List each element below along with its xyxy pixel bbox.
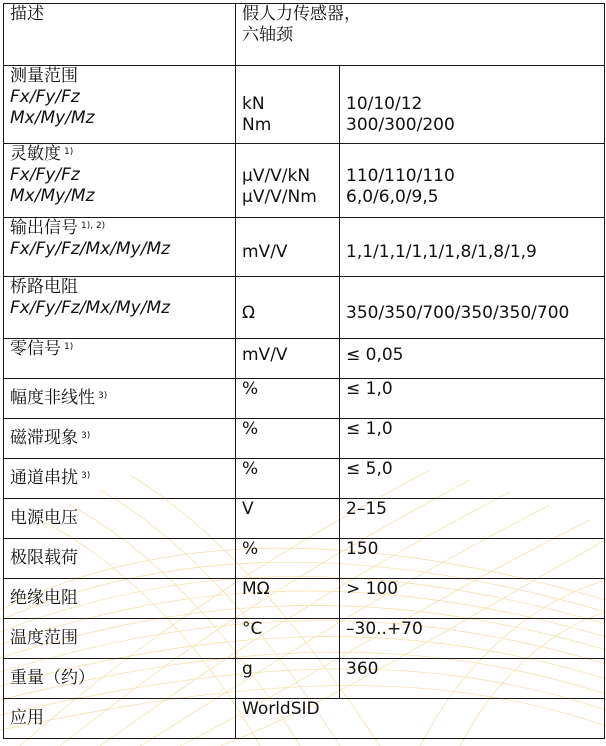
value-text: 350/350/700/350/350/700 bbox=[346, 303, 570, 323]
unit-cell: % bbox=[236, 379, 340, 419]
value-cell bbox=[340, 144, 605, 218]
value-cell: –30..+70 bbox=[340, 619, 605, 659]
value-cell: ≤ 0,05 bbox=[340, 339, 605, 379]
table-row bbox=[4, 144, 605, 218]
footnote-ref: 1) bbox=[64, 147, 74, 157]
param-sub: Fx/Fy/Fz/Mx/My/Mz bbox=[10, 298, 171, 318]
value-cell: ≤ 1,0 bbox=[340, 419, 605, 459]
unit-cell: °C bbox=[236, 619, 340, 659]
value-cell: ≤ 5,0 bbox=[340, 459, 605, 499]
header-row bbox=[4, 4, 605, 66]
unit-cell: V bbox=[236, 499, 340, 539]
param-cell bbox=[4, 66, 236, 144]
value-cell: 2–15 bbox=[340, 499, 605, 539]
value-cell bbox=[340, 218, 605, 277]
unit-cell bbox=[236, 144, 340, 218]
application-cell: WorldSID bbox=[236, 699, 605, 739]
param-sub: Mx/My/Mz bbox=[10, 186, 95, 206]
table-row bbox=[4, 66, 605, 144]
value-cell bbox=[340, 66, 605, 144]
unit-text: Ω bbox=[242, 303, 255, 323]
table-row bbox=[4, 339, 605, 379]
value-cell: ≤ 1,0 bbox=[340, 379, 605, 419]
param-cell bbox=[4, 379, 236, 419]
unit-cell: g bbox=[236, 659, 340, 699]
footnote-ref: 3) bbox=[81, 471, 91, 481]
footnote-ref: 3) bbox=[81, 431, 91, 441]
param-name: 电源电压 bbox=[4, 499, 236, 539]
param-cell bbox=[4, 144, 236, 218]
table-row bbox=[4, 277, 605, 339]
param-name: 测量范围 bbox=[10, 66, 78, 86]
param-name: 重量（约） bbox=[4, 659, 236, 699]
unit-cell: MΩ bbox=[236, 579, 340, 619]
table-row bbox=[4, 218, 605, 277]
unit-text: kN bbox=[242, 94, 265, 114]
table-row bbox=[4, 619, 605, 659]
footnote-ref: 3) bbox=[98, 391, 108, 401]
param-name: 零信号 bbox=[10, 339, 61, 359]
unit-cell bbox=[236, 277, 340, 339]
table-row bbox=[4, 499, 605, 539]
footnote-ref: 1), 2) bbox=[81, 221, 106, 231]
param-sub: Mx/My/Mz bbox=[10, 108, 95, 128]
param-sub: Fx/Fy/Fz bbox=[10, 87, 80, 107]
table-row bbox=[4, 659, 605, 699]
header-label: 描述 bbox=[4, 4, 236, 66]
value-text: 10/10/12 bbox=[346, 94, 423, 114]
unit-text: µV/V/kN bbox=[242, 166, 311, 186]
table-row bbox=[4, 579, 605, 619]
param-sub: Fx/Fy/Fz bbox=[10, 165, 80, 185]
param-name: 绝缘电阻 bbox=[4, 579, 236, 619]
param-sub: Fx/Fy/Fz/Mx/My/Mz bbox=[10, 239, 171, 259]
unit-text: Nm bbox=[242, 115, 272, 135]
table-row bbox=[4, 419, 605, 459]
unit-cell bbox=[236, 218, 340, 277]
table-row bbox=[4, 539, 605, 579]
table-row bbox=[4, 459, 605, 499]
value-text: 300/300/200 bbox=[346, 115, 455, 135]
param-cell bbox=[4, 339, 236, 379]
spec-table bbox=[3, 3, 605, 739]
unit-cell bbox=[236, 66, 340, 144]
param-name: 应用 bbox=[4, 699, 236, 739]
unit-cell: % bbox=[236, 419, 340, 459]
param-name: 输出信号 bbox=[10, 218, 78, 238]
table-row bbox=[4, 699, 605, 739]
param-name: 灵敏度 bbox=[10, 144, 61, 164]
param-name: 幅度非线性 bbox=[10, 388, 95, 408]
param-cell bbox=[4, 459, 236, 499]
param-name: 桥路电阻 bbox=[10, 277, 78, 297]
param-name: 磁滞现象 bbox=[10, 428, 78, 448]
value-cell: 360 bbox=[340, 659, 605, 699]
param-cell bbox=[4, 419, 236, 459]
unit-text: mV/V bbox=[242, 242, 288, 262]
param-cell bbox=[4, 218, 236, 277]
value-cell: 150 bbox=[340, 539, 605, 579]
param-name: 温度范围 bbox=[4, 619, 236, 659]
unit-text: µV/V/Nm bbox=[242, 187, 317, 207]
value-cell: > 100 bbox=[340, 579, 605, 619]
header-value bbox=[236, 4, 605, 66]
unit-cell: % bbox=[236, 539, 340, 579]
table-row bbox=[4, 379, 605, 419]
param-cell bbox=[4, 277, 236, 339]
param-name: 通道串扰 bbox=[10, 468, 78, 488]
value-text: 1,1/1,1/1,1/1,8/1,8/1,9 bbox=[346, 242, 537, 262]
unit-cell: mV/V bbox=[236, 339, 340, 379]
value-text: 6,0/6,0/9,5 bbox=[346, 187, 439, 207]
header-value-line1: 假人力传感器， bbox=[242, 4, 361, 24]
footnote-ref: 1) bbox=[64, 342, 74, 352]
value-text: 110/110/110 bbox=[346, 166, 455, 186]
unit-cell: % bbox=[236, 459, 340, 499]
param-name: 极限载荷 bbox=[4, 539, 236, 579]
header-value-line2: 六轴颈 bbox=[242, 25, 293, 45]
value-cell bbox=[340, 277, 605, 339]
